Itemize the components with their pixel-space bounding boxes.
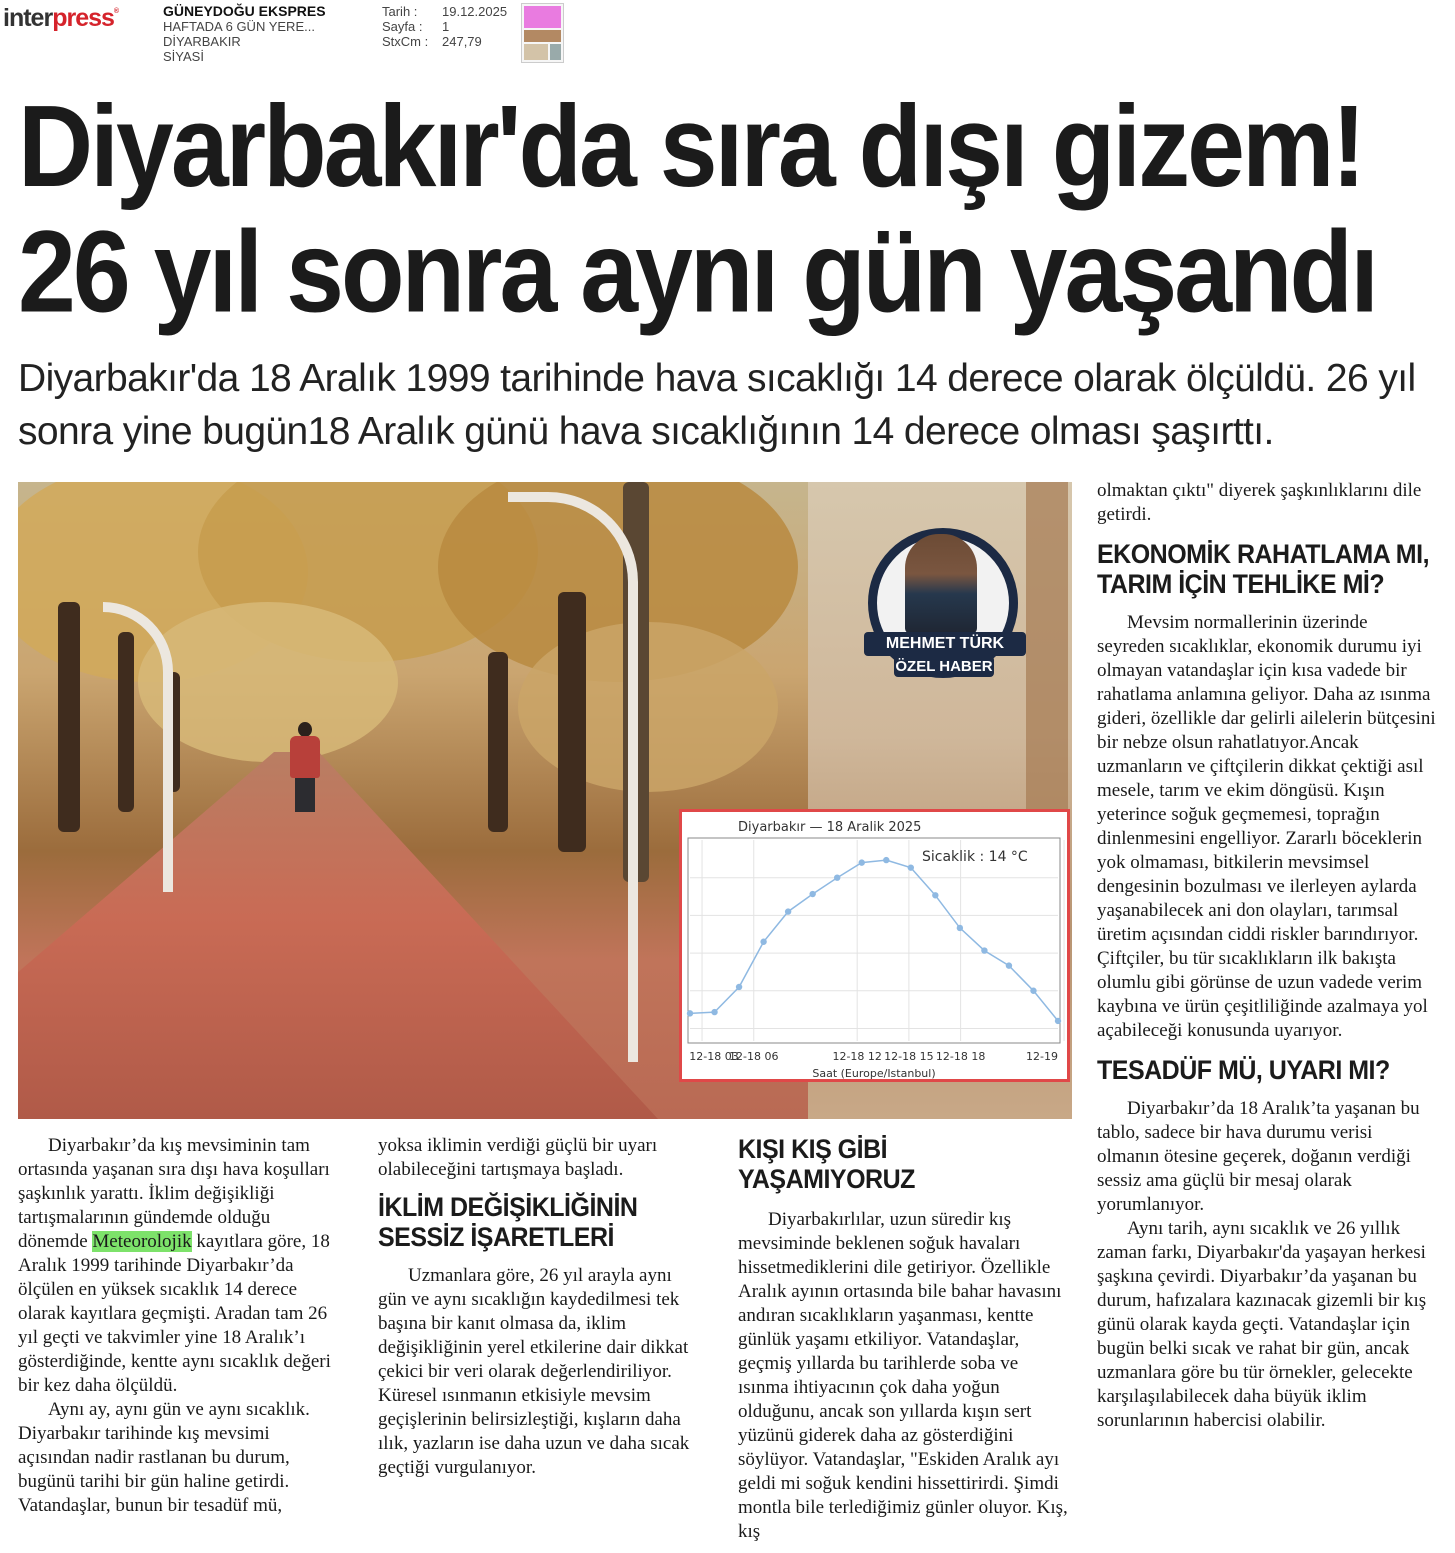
paragraph: Diyarbakırlılar, uzun süredir kış mevsiminde beklenen soğuk havaları hissetmediklerini dile getiriyor. Özellikle Aralık ayının ortasında bile bahar havasını andıran sıcaklıkların yaşanması, kentte günlük yaşamı etkiliyor. Vatandaşlar, geçmiş yıllarda bu tarihlerde soba ve ısınma ihtiyacının çok daha yoğun olduğunu, ancak son yıllarda kışın sert yüzünü giderek daha az gösterdiğini söylüyor. Vatandaşlar, "Eskiden Aralık ayı geldi mi soğuk kendini hissettirirdi. Şimdi montla bile terlediğimiz günler oluyor. Kış, kış xyxy=(738,1209,1068,1542)
data-point xyxy=(1055,1018,1061,1024)
data-point xyxy=(932,892,938,898)
section-heading: EKONOMİK RAHATLAMA MI, TARIM İÇİN TEHLİKE Mİ? xyxy=(1097,539,1430,600)
publication-name: GÜNEYDOĞU EKSPRES xyxy=(163,3,326,19)
article-column-1 xyxy=(18,1134,343,1518)
data-point xyxy=(908,864,914,870)
data-point xyxy=(883,857,889,863)
data-point xyxy=(711,1009,717,1015)
data-point xyxy=(859,859,865,865)
tree-trunk xyxy=(488,652,508,832)
data-point xyxy=(1006,962,1012,968)
date-value: 19.12.2025 xyxy=(442,4,508,19)
article-column-3 xyxy=(738,1134,1068,1544)
page-thumbnail[interactable] xyxy=(521,3,564,63)
x-tick-label: 12-18 12 xyxy=(832,1050,882,1063)
stxcm-row xyxy=(382,34,507,49)
interpress-logo xyxy=(3,4,118,33)
paragraph: yoksa iklimin verdiği güçlü bir uyarı olabileceğini tartışmaya başladı. xyxy=(378,1135,658,1180)
clipping-meta xyxy=(382,4,507,49)
publication-frequency: HAFTADA 6 GÜN YERE... xyxy=(163,19,315,34)
paragraph: Diyarbakır’da kış mevsiminin tam ortasında yaşanan sıra dışı hava koşulları şaşkınlık yarattı. İklim değişikliği tartışmalarının gündemde olduğu dönemde Meteorolojik kayıtlara göre, 18 Aralık 1999 tarihinde Diyarbakır’da ölçülen en yüksek sıcaklık 14 derece olarak kayıtlara geçmişti. Aradan tam 26 yıl geçti ve takvimler yine 18 Aralık’ı gösterdiğinde, kentte aynı sıcaklık değeri bir kez daha ölçüldü. xyxy=(18,1135,331,1396)
lamp-post xyxy=(508,492,638,1062)
data-point xyxy=(736,984,742,990)
page-value: 1 xyxy=(442,19,450,34)
thumbnail-block xyxy=(550,44,561,60)
paragraph: Diyarbakır’da 18 Aralık’ta yaşanan bu tablo, sadece bir hava durumu verisi olmanın ötesine geçerek, doğanın verdiği sessiz ama güçlü bir mesaj olarak yorumlanıyor. xyxy=(1097,1098,1420,1215)
data-point xyxy=(1030,988,1036,994)
section-heading: TESADÜF MÜ, UYARI MI? xyxy=(1097,1055,1390,1086)
paragraph: olmaktan çıktı" diyerek şaşkınlıklarını dile getirdi. xyxy=(1097,480,1422,525)
page-label: Sayfa : xyxy=(382,19,423,34)
section-heading: İKLİM DEĞİŞİKLİĞİNİN SESSİZ İŞARETLERİ xyxy=(378,1192,638,1253)
data-point xyxy=(760,939,766,945)
paragraph: Aynı ay, aynı gün ve aynı sıcaklık. Diyarbakır tarihinde kış mevsimi açısından nadir rastlanan bu durum, bugünü tarihi bir gün haline getirdi. Vatandaşlar, bunun bir tesadüf mü, xyxy=(18,1399,310,1516)
chart-annotation: Sicaklik : 14 °C xyxy=(922,849,1028,865)
logo-accent: press xyxy=(52,4,114,32)
x-tick-label: 12-18 06 xyxy=(729,1050,779,1063)
date-label: Tarih : xyxy=(382,4,418,19)
x-tick-label: 12-18 18 xyxy=(935,1050,986,1063)
stxcm-label: StxCm : xyxy=(382,34,429,49)
x-tick-label: 12-19 xyxy=(1026,1050,1058,1063)
data-point xyxy=(785,908,791,914)
author-photo xyxy=(905,534,977,634)
paragraph: Aynı tarih, aynı sıcaklık ve 26 yıllık zaman farkı, Diyarbakır'da yaşayan herkesi şaşkına çevirdi. Diyarbakır’da yaşanan bu durum, hafızalara kazınacak gizemli bir kış günü olarak kayda geçti. Vatandaşlar için bugün belki sıcak ve rahat bir gün, ancak uzmanlara göre bu tür örnekler, gelecekte karşılaşılabilecek daha büyük iklim sorunlarının habercisi olabilir. xyxy=(1097,1218,1427,1431)
highlighted-word: Meteorolojik xyxy=(92,1231,192,1252)
data-point xyxy=(957,925,963,931)
clipping-header xyxy=(0,0,1455,66)
stxcm-value: 247,79 xyxy=(442,34,482,49)
publication-category: SİYASİ xyxy=(163,49,204,64)
lamp-post xyxy=(103,602,173,892)
headline-line-2: 26 yıl sonra aynı gün yaşandı xyxy=(18,207,1376,338)
walking-person xyxy=(288,722,322,812)
date-row xyxy=(382,4,507,19)
x-axis-label: Saat (Europe/Istanbul) xyxy=(812,1067,936,1079)
x-tick-label: 12-18 03 xyxy=(689,1050,739,1063)
paragraph: Uzmanlara göre, 26 yıl arayla aynı gün ve aynı sıcaklığın kaydedilmesi tek başına bir kanıt olmasa da, iklim değişikliğinin yerel etkilerine dair dikkat çekici bir veri olarak değerlendiriliyor. Küresel ısınmanın etkisiyle mevsim geçişlerinin belirsizleştiği, kışların daha ılık, yazların ise daha uzun ve daha sıcak geçtiği vurgulanıyor. xyxy=(378,1265,690,1478)
chart-svg xyxy=(682,812,1067,1079)
data-point xyxy=(809,891,815,897)
chart-title: Diyarbakır — 18 Aralik 2025 xyxy=(738,820,922,835)
section-heading: KIŞI KIŞ GİBİ YAŞAMIYORUZ xyxy=(738,1134,915,1195)
temperature-chart xyxy=(679,809,1070,1082)
thumbnail-block xyxy=(524,6,561,28)
headline-line-1: Diyarbakır'da sıra dışı gizem! xyxy=(18,81,1364,212)
x-tick-label: 12-18 15 xyxy=(884,1050,934,1063)
data-point xyxy=(834,874,840,880)
publication-city: DİYARBAKIR xyxy=(163,34,241,49)
data-point xyxy=(981,947,987,953)
author-badge xyxy=(860,528,1030,688)
article-column-4 xyxy=(1097,479,1437,1433)
thumbnail-block xyxy=(524,30,561,42)
thumbnail-block xyxy=(524,44,548,60)
logo-mark: ® xyxy=(113,7,119,15)
headline xyxy=(18,81,1438,338)
author-tag: ÖZEL HABER xyxy=(895,658,993,675)
tree-trunk xyxy=(58,602,80,832)
data-point xyxy=(687,1010,693,1016)
logo-text: inter xyxy=(3,4,53,32)
author-name: MEHMET TÜRK xyxy=(864,632,1026,656)
page-row xyxy=(382,19,507,34)
paragraph: Mevsim normallerinin üzerinde seyreden sıcaklıklar, ekonomik durumu iyi olmayan vatandaşlar için kısa vadede bir rahatlama anlamına geliyor. Daha az ısınma gideri, özellikle dar gelirli ailelerin bütçesini bir nebze olsun rahatlatıyor.Ancak uzmanların ve çiftçilerin dikkat çektiği asıl mesele, tarım ve ekim döngüsü. Kışın yeterince soğuk geçmemesi, toprağın dinlenmesini engelliyor. Zararlı böceklerin yok olmaması, bitkilerin mevsimsel dengesinin bozulması ve ilerleyen aylarda yaşanabilecek ani don olayları, tarımsal üretim açısından ciddi riskler barındırıyor. Çiftçiler, bu tür sıcaklıkların ilk bakışta olumlu gibi görünse de uzun vadede verim kaybına ve ürün çeşitliliğinde azalmaya yol açabileceği konusunda uyarıyor. xyxy=(1097,612,1436,1041)
article-column-2 xyxy=(378,1134,703,1480)
publication-info xyxy=(163,4,326,64)
subheadline: Diyarbakır'da 18 Aralık 1999 tarihinde hava sıcaklığı 14 derece olarak ölçüldü. 26 yıl sonra yine bugün18 Aralık günü hava sıcaklığının 14 derece olması şaşırttı. xyxy=(18,357,1416,453)
